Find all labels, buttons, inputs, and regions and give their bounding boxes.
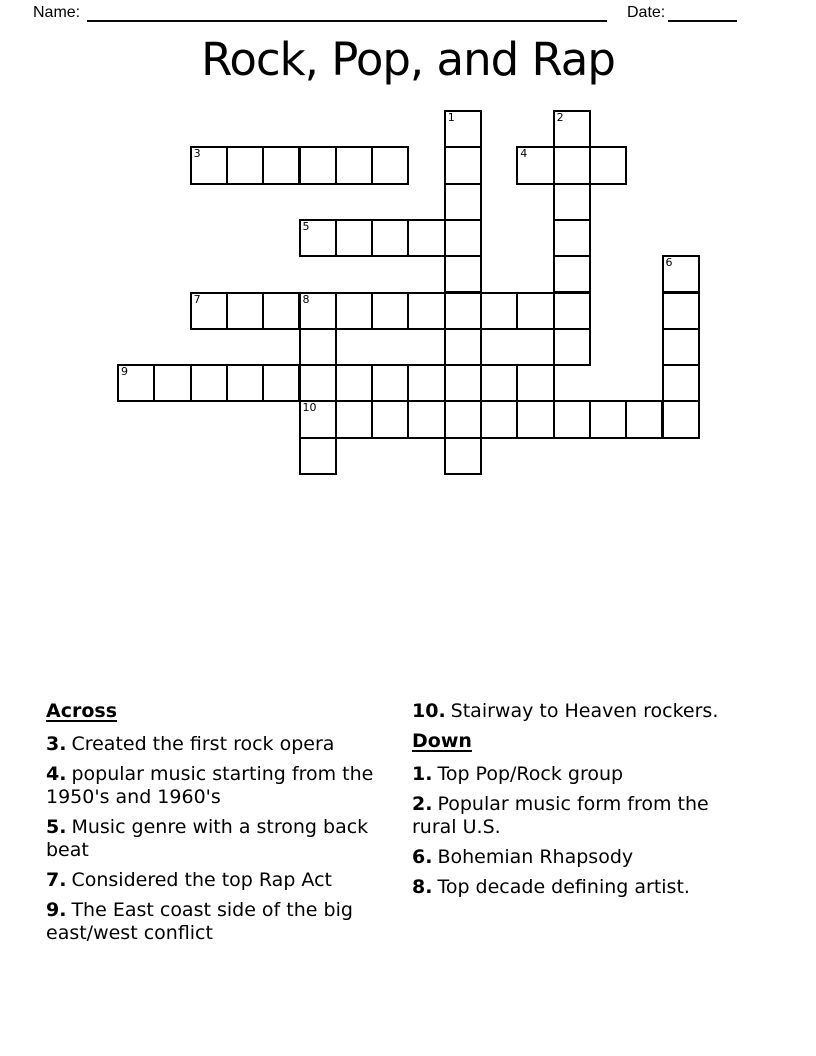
grid-cell-15-4[interactable] bbox=[662, 255, 700, 293]
grid-cell-2-5[interactable] bbox=[190, 292, 228, 330]
grid-cell-13-8[interactable] bbox=[589, 400, 627, 438]
grid-cell-13-1[interactable] bbox=[589, 146, 627, 184]
grid-cell-2-7[interactable] bbox=[190, 364, 228, 402]
grid-cell-3-7[interactable] bbox=[226, 364, 264, 402]
grid-cell-15-7[interactable] bbox=[662, 364, 700, 402]
clues-column-left bbox=[46, 700, 382, 952]
clue-number: 4. bbox=[46, 763, 67, 785]
grid-cell-8-8[interactable] bbox=[407, 400, 445, 438]
grid-cell-number-4: 4 bbox=[520, 147, 528, 161]
grid-cell-12-8[interactable] bbox=[553, 400, 591, 438]
grid-cell-6-3[interactable] bbox=[335, 219, 373, 257]
clue-number: 1. bbox=[412, 763, 433, 785]
page-title: Rock, Pop, and Rap bbox=[201, 33, 615, 86]
clues-heading-down: Down bbox=[412, 730, 472, 752]
grid-cell-4-5[interactable] bbox=[262, 292, 300, 330]
grid-cell-7-7[interactable] bbox=[371, 364, 409, 402]
grid-cell-12-3[interactable] bbox=[553, 219, 591, 257]
grid-cell-14-8[interactable] bbox=[625, 400, 663, 438]
grid-cell-12-5[interactable] bbox=[553, 292, 591, 330]
clue-5: 5. Music genre with a strong back beat bbox=[46, 816, 369, 861]
grid-cell-9-0[interactable] bbox=[444, 110, 482, 148]
clue-number: 3. bbox=[46, 733, 67, 755]
grid-cell-9-5[interactable] bbox=[444, 292, 482, 330]
grid-cell-15-5[interactable] bbox=[662, 292, 700, 330]
clue-7: 7. Considered the top Rap Act bbox=[46, 869, 332, 891]
grid-cell-number-6: 6 bbox=[665, 256, 673, 270]
grid-cell-9-8[interactable] bbox=[444, 400, 482, 438]
grid-cell-11-8[interactable] bbox=[516, 400, 554, 438]
grid-cell-number-3: 3 bbox=[193, 147, 201, 161]
grid-cell-8-5[interactable] bbox=[407, 292, 445, 330]
grid-cell-7-1[interactable] bbox=[371, 146, 409, 184]
grid-cell-12-2[interactable] bbox=[553, 183, 591, 221]
grid-cell-5-6[interactable] bbox=[299, 328, 337, 366]
clue-4: 4. popular music starting from the 1950's and 1960's bbox=[46, 763, 374, 808]
grid-cell-number-2: 2 bbox=[556, 111, 564, 124]
grid-cell-4-1[interactable] bbox=[262, 146, 300, 184]
grid-cell-number-8: 8 bbox=[302, 292, 310, 306]
clue-3: 3. Created the first rock opera bbox=[46, 733, 335, 755]
clue-9: 9. The East coast side of the big east/west conflict bbox=[46, 899, 353, 944]
grid-cell-0-7[interactable] bbox=[117, 364, 155, 402]
grid-cell-number-5: 5 bbox=[302, 219, 310, 233]
grid-cell-12-4[interactable] bbox=[553, 255, 591, 293]
grid-cell-5-3[interactable] bbox=[299, 219, 337, 257]
grid-cell-10-7[interactable] bbox=[480, 364, 518, 402]
grid-cell-8-3[interactable] bbox=[407, 219, 445, 257]
grid-cell-6-7[interactable] bbox=[335, 364, 373, 402]
grid-cell-11-7[interactable] bbox=[516, 364, 554, 402]
crossword-grid bbox=[117, 110, 737, 520]
grid-cell-4-7[interactable] bbox=[262, 364, 300, 402]
clue-number: 8. bbox=[412, 876, 433, 898]
grid-cell-6-1[interactable] bbox=[335, 146, 373, 184]
clue-number: 6. bbox=[412, 846, 433, 868]
clue-10: 10. Stairway to Heaven rockers. bbox=[412, 700, 719, 722]
clue-number: 7. bbox=[46, 869, 67, 891]
grid-cell-9-2[interactable] bbox=[444, 183, 482, 221]
grid-cell-9-7[interactable] bbox=[444, 364, 482, 402]
clue-number: 5. bbox=[46, 816, 67, 838]
date-blank-line[interactable] bbox=[668, 2, 737, 22]
grid-cell-9-9[interactable] bbox=[444, 437, 482, 475]
grid-cell-5-1[interactable] bbox=[299, 146, 337, 184]
grid-cell-15-6[interactable] bbox=[662, 328, 700, 366]
clue-6: 6. Bohemian Rhapsody bbox=[412, 846, 634, 868]
clue-8: 8. Top decade defining artist. bbox=[412, 876, 690, 898]
grid-cell-9-1[interactable] bbox=[444, 146, 482, 184]
grid-cell-number-10: 10 bbox=[302, 401, 317, 415]
grid-cell-7-5[interactable] bbox=[371, 292, 409, 330]
grid-cell-number-9: 9 bbox=[121, 365, 128, 379]
clues-column-right bbox=[412, 700, 722, 906]
grid-cell-12-0[interactable] bbox=[553, 110, 591, 148]
grid-cell-15-8[interactable] bbox=[662, 400, 700, 438]
clue-number: 9. bbox=[46, 899, 67, 921]
grid-cell-11-5[interactable] bbox=[516, 292, 554, 330]
grid-cell-2-1[interactable] bbox=[190, 146, 228, 184]
grid-cell-3-5[interactable] bbox=[226, 292, 264, 330]
grid-cell-8-7[interactable] bbox=[407, 364, 445, 402]
clues-heading-across: Across bbox=[46, 700, 118, 722]
grid-cell-12-6[interactable] bbox=[553, 328, 591, 366]
grid-cell-7-3[interactable] bbox=[371, 219, 409, 257]
grid-cell-5-8[interactable] bbox=[299, 400, 337, 438]
clue-number: 10. bbox=[412, 700, 446, 722]
clue-number: 2. bbox=[412, 793, 433, 815]
grid-cell-6-8[interactable] bbox=[335, 400, 373, 438]
grid-cell-12-1[interactable] bbox=[553, 146, 591, 184]
grid-cell-6-5[interactable] bbox=[335, 292, 373, 330]
grid-cell-9-6[interactable] bbox=[444, 328, 482, 366]
grid-cell-number-1: 1 bbox=[447, 111, 455, 124]
grid-cell-5-9[interactable] bbox=[299, 437, 337, 475]
date-label: Date: bbox=[627, 4, 666, 21]
grid-cell-11-1[interactable] bbox=[516, 146, 554, 184]
grid-cell-5-7[interactable] bbox=[299, 364, 337, 402]
name-label: Name: bbox=[33, 4, 81, 21]
grid-cell-5-5[interactable] bbox=[299, 292, 337, 330]
name-blank-line[interactable] bbox=[87, 2, 607, 22]
grid-cell-9-4[interactable] bbox=[444, 255, 482, 293]
grid-cell-10-5[interactable] bbox=[480, 292, 518, 330]
clue-1: 1. Top Pop/Rock group bbox=[412, 763, 624, 785]
grid-cell-10-8[interactable] bbox=[480, 400, 518, 438]
grid-cell-7-8[interactable] bbox=[371, 400, 409, 438]
grid-cell-3-1[interactable] bbox=[226, 146, 264, 184]
grid-cell-1-7[interactable] bbox=[153, 364, 191, 402]
clue-2: 2. Popular music form from the rural U.S. bbox=[412, 793, 709, 838]
grid-cell-number-7: 7 bbox=[193, 292, 201, 306]
grid-cell-9-3[interactable] bbox=[444, 219, 482, 257]
